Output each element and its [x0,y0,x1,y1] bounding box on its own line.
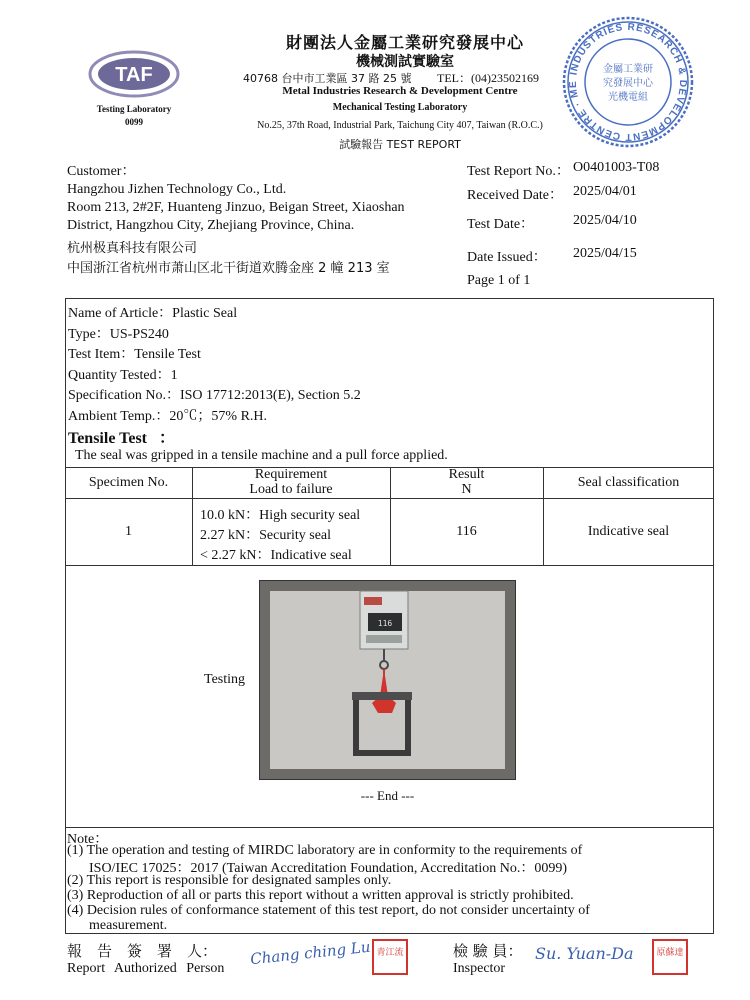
svg-text:青江流: 青江流 [376,948,404,958]
address-cn: 40768 台中市工業區 37 路 25 號 [243,72,412,85]
inspector-label-cn: 檢 驗 員： [453,942,523,960]
row-specimen: 1 [125,524,132,539]
specification: Specification No.：ISO 17712:2013(E), Section 5.2 [68,388,361,403]
taf-caption-line2: 0099 [125,117,143,127]
lab-title-cn: 機械測試實驗室 [356,54,454,70]
mirdc-seal [560,14,696,150]
report-no-label: Test Report No.： [467,164,570,179]
page-number: Page 1 of 1 [467,273,531,288]
section-title-colon: ： [159,430,176,447]
header-specimen: Specimen No. [88,475,169,490]
quantity-tested: Quantity Tested：1 [68,368,178,383]
notes-title: Note： [67,832,109,847]
svg-text:原蘇達: 原蘇達 [656,948,684,958]
note-item: measurement. [89,918,168,933]
note-item: ISO/IEC 17025：2017 (Taiwan Accreditation Foundation, Accreditation No.：0099) [89,861,568,876]
test-date: 2025/04/10 [573,213,637,228]
org-title-cn: 財團法人金屬工業研究發展中心 [285,33,524,52]
row-result: 116 [456,524,477,539]
customer-line: Room 213, 2#2F, Huanteng Jinzuo, Beigan Street, Xiaoshan [67,200,405,215]
header-result-line1: Result [448,467,485,482]
authorized-label-en: Report Authorized Person [67,961,225,976]
received-date: 2025/04/01 [573,184,637,199]
customer-line: District, Hangzhou City, Zhejiang Province, China. [67,218,355,233]
svg-text:金屬工業研: 金屬工業研 [603,64,653,75]
end-marker: --- End --- [360,788,415,803]
inspector-stamp [652,939,688,975]
note-item: (4) Decision rules of conformance statement of this test report, do not consider uncertainty of [67,903,590,918]
article-type: Type：US-PS240 [68,327,169,342]
header-result-line2: N [461,482,472,497]
customer-line: 中国浙江省杭州市萧山区北干街道欢腾金座 2 幢 213 室 [67,261,390,276]
note-item: (2) This report is responsible for designated samples only. [67,873,392,888]
authorized-stamp [372,939,408,975]
svg-text:INDUSTRIES RESEARCH & DEVELOPM: INDUSTRIES RESEARCH & DEVELOPMENT CENTRE · ME [567,21,689,143]
test-date-label: Test Date： [467,217,535,232]
issued-label: Date Issued： [467,250,547,265]
lab-title-en: Mechanical Testing Laboratory [332,102,468,113]
svg-text:116: 116 [377,619,393,628]
tel: TEL：(04)23502169 [437,71,539,85]
notes-divider [65,827,714,828]
customer-label: Customer： [67,164,136,179]
row-requirement: 2.27 kN：Security seal [200,528,332,543]
row-classification: Indicative seal [587,524,670,539]
note-item: (1) The operation and testing of MIRDC laboratory are in conformity to the requirements of [67,843,583,858]
inspector-label-en: Inspector [453,961,506,976]
report-no: O0401003-T08 [573,160,660,175]
svg-text:光機電組: 光機電組 [608,92,648,103]
row-requirement: < 2.27 kN：Indicative seal [200,548,352,563]
issued-date: 2025/04/15 [573,246,637,261]
row-requirement: 10.0 kN：High security seal [200,508,361,523]
header-requirement [192,467,390,497]
article-name: Name of Article：Plastic Seal [68,306,238,321]
photo-label: Testing [204,672,246,687]
authorized-label-cn: 報 告 簽 署 人： [67,942,218,960]
header-requirement-line1: Requirement [254,467,328,482]
report-title: 試驗報告 TEST REPORT [339,138,461,151]
taf-caption-line1: Testing Laboratory [96,104,172,114]
table-line [65,565,714,566]
test-photo [259,580,516,780]
org-title-en: Metal Industries Research & Development Centre [282,85,518,97]
test-description: The seal was gripped in a tensile machine and a pull force applied. [75,448,448,463]
customer-line: Hangzhou Jizhen Technology Co., Ltd. [67,182,287,197]
note-item: (3) Reproduction of all or parts this report without a written approval is strictly prohibited. [67,888,574,903]
section-title-text: Tensile Test [68,430,147,447]
svg-text:究發展中心: 究發展中心 [603,78,653,89]
taf-logo [88,48,180,100]
svg-text:TAF: TAF [115,64,153,86]
authorized-signature: Chang ching Lu [249,937,372,969]
customer-line: 杭州极真科技有限公司 [67,241,198,256]
header-requirement-line2: Load to failure [249,482,333,497]
header-classification: Seal classification [577,475,680,490]
test-item: Test Item：Tensile Test [68,347,201,362]
section-title [68,425,175,448]
ambient-temp: Ambient Temp.：20℃；57% R.H. [68,409,268,424]
inspector-signature: Su. Yuan-Da [535,944,634,963]
header-result [390,467,543,497]
received-label: Received Date： [467,188,564,203]
address-en: No.25, 37th Road, Industrial Park, Taichung City 407, Taiwan (R.O.C.) [257,120,543,131]
